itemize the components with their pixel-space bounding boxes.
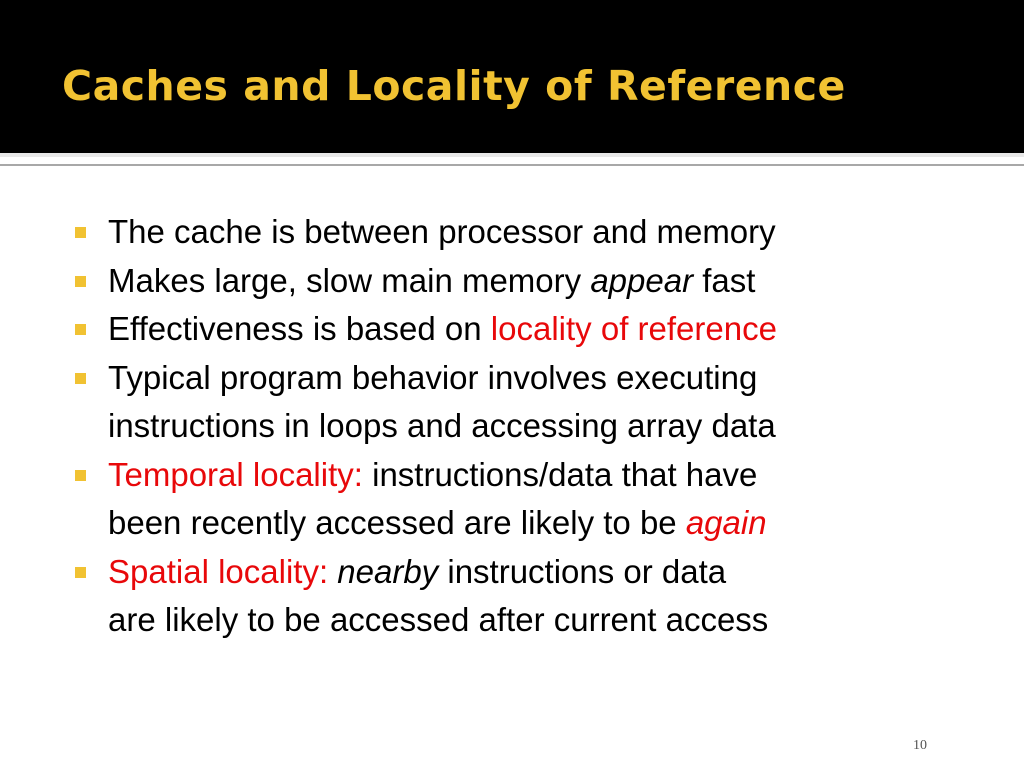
square-bullet-icon bbox=[75, 470, 86, 481]
bullet-text-continued: instructions in loops and accessing array data bbox=[108, 407, 776, 444]
bullet-text: Makes large, slow main memory bbox=[108, 261, 591, 299]
bullet-text-continued: been recently accessed are likely to be bbox=[108, 504, 686, 541]
title-bar bbox=[0, 0, 1024, 153]
square-bullet-icon bbox=[75, 324, 86, 335]
bullet-typical-behavior bbox=[72, 354, 992, 451]
page-number: 10 bbox=[913, 738, 927, 753]
title-divider-top bbox=[0, 153, 1024, 157]
highlight-term: Temporal locality: bbox=[108, 455, 363, 493]
bullet-text: instructions/data that have bbox=[362, 455, 758, 493]
bullet-effectiveness bbox=[72, 305, 992, 354]
slide-title: Caches and Locality of Reference bbox=[62, 62, 846, 110]
bullet-temporal-locality bbox=[72, 451, 992, 548]
bullet-text: Typical program behavior involves executing bbox=[108, 358, 758, 396]
bullet-list bbox=[72, 208, 992, 645]
bullet-text: fast bbox=[693, 261, 756, 299]
square-bullet-icon bbox=[75, 567, 86, 578]
bullet-text-continued: are likely to be accessed after current access bbox=[108, 601, 769, 638]
bullet-text: Effectiveness is based on bbox=[108, 310, 491, 347]
emphasis-text: appear bbox=[590, 261, 694, 299]
square-bullet-icon bbox=[75, 276, 86, 287]
title-divider-bottom bbox=[0, 164, 1024, 166]
bullet-text: The cache is between processor and memory bbox=[108, 213, 776, 250]
square-bullet-icon bbox=[75, 373, 86, 384]
bullet-cache-between bbox=[72, 208, 992, 257]
square-bullet-icon bbox=[75, 227, 86, 238]
highlight-text: locality of reference bbox=[490, 310, 777, 347]
emphasis-text: nearby bbox=[337, 552, 439, 590]
highlight-emphasis-text: again bbox=[685, 504, 767, 541]
bullet-text: instructions or data bbox=[438, 552, 727, 590]
highlight-term: Spatial locality: bbox=[108, 552, 329, 590]
bullet-appear-fast bbox=[72, 257, 992, 306]
bullet-spatial-locality bbox=[72, 548, 992, 645]
